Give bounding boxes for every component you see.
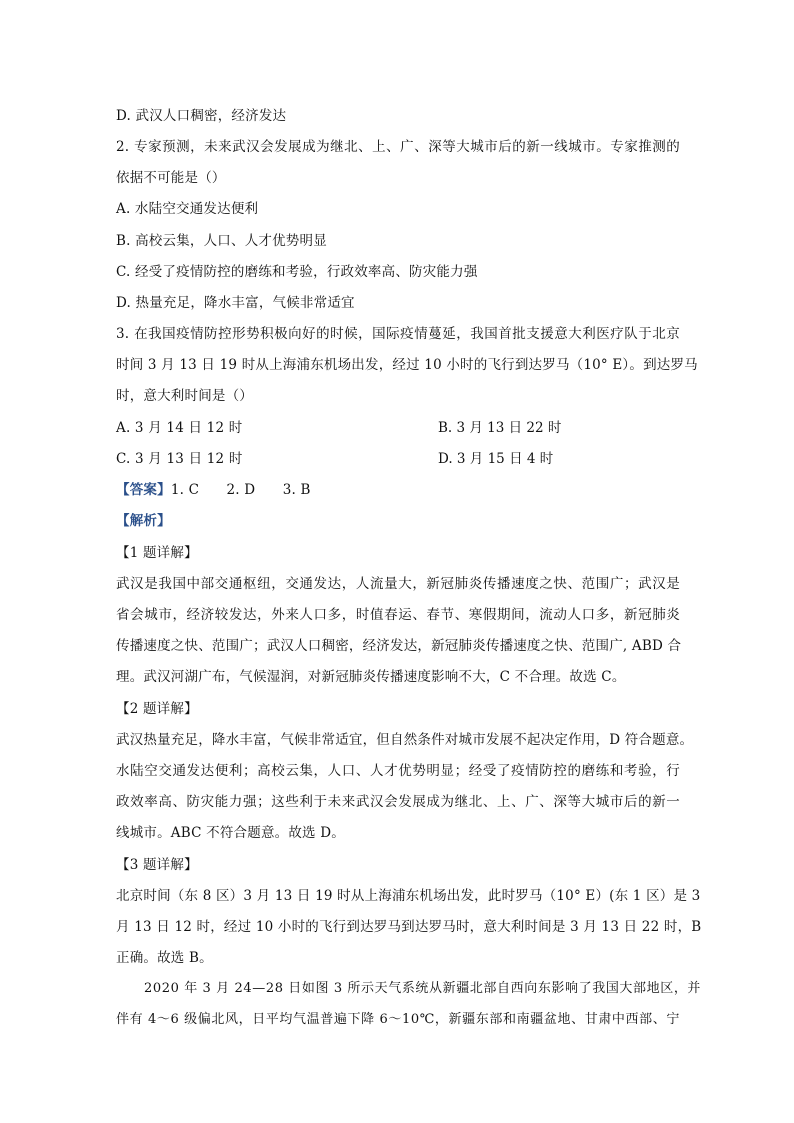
q3-option-a: A. 3 月 14 日 12 时 bbox=[116, 420, 243, 436]
answer-text: 1. C 2. D 3. B bbox=[170, 482, 311, 498]
q2-detail-line2: 水陆空交通发达便利；高校云集，人口、人才优势明显；经受了疫情防控的磨练和考验，行 bbox=[116, 763, 680, 779]
q3-option-d: D. 3 月 15 日 4 时 bbox=[438, 451, 554, 467]
q3-option-b: B. 3 月 13 日 22 时 bbox=[438, 420, 562, 436]
q2-stem-line1: 2. 专家预测，未来武汉会发展成为继北、上、广、深等大城市后的新一线城市。专家推测的 bbox=[116, 139, 680, 155]
q3-detail-line3: 正确。故选 B。 bbox=[116, 950, 213, 966]
q3-option-c: C. 3 月 13 日 12 时 bbox=[116, 451, 243, 467]
q2-option-a: A. 水陆空交通发达便利 bbox=[116, 201, 259, 217]
q1-detail-line2: 省会城市，经济较发达，外来人口多，时值春运、春节、寒假期间，流动人口多，新冠肺炎 bbox=[116, 607, 680, 623]
q3-stem-line2: 时间 3 月 13 日 19 时从上海浦东机场出发，经过 10 小时的飞行到达罗马（10° E）。到达罗马 bbox=[116, 357, 698, 373]
q2-detail-line3: 政效率高、防灾能力强；这些利于未来武汉会发展成为继北、上、广、深等大城市后的新一 bbox=[116, 794, 680, 810]
q3-detail-heading: 【3 题详解】 bbox=[116, 857, 198, 873]
q3-stem-line3: 时，意大利时间是（） bbox=[116, 388, 253, 404]
q2-option-d: D. 热量充足，降水丰富，气候非常适宜 bbox=[116, 295, 355, 311]
analysis-label: 【解析】 bbox=[116, 513, 171, 529]
q3-stem-line1: 3. 在我国疫情防控形势积极向好的时候，国际疫情蔓延，我国首批支援意大利医疗队于北京 bbox=[116, 326, 680, 342]
q3-detail-line2: 月 13 日 12 时，经过 10 小时的飞行到达罗马到达罗马时，意大利时间是 3 月 13 日 22 时，B bbox=[116, 919, 702, 935]
q2-option-b: B. 高校云集，人口、人才优势明显 bbox=[116, 233, 327, 249]
q1-detail-heading: 【1 题详解】 bbox=[116, 545, 198, 561]
q3-detail-line1: 北京时间（东 8 区）3 月 13 日 19 时从上海浦东机场出发，此时罗马（10° E）(东 1 区）是 3 bbox=[116, 888, 701, 904]
q1-detail-line3: 传播速度之快、范围广；武汉人口稠密，经济发达，新冠肺炎传播速度之快、范围广, ABD 合 bbox=[116, 638, 682, 654]
q2-detail-line1: 武汉热量充足，降水丰富，气候非常适宜，但自然条件对城市发展不起决定作用，D 符合题意。 bbox=[116, 732, 694, 748]
q2-option-c: C. 经受了疫情防控的磨练和考验，行政效率高、防灾能力强 bbox=[116, 264, 478, 280]
q2-stem-line2: 依据不可能是（） bbox=[116, 170, 226, 186]
q2-detail-heading: 【2 题详解】 bbox=[116, 701, 198, 717]
next-question-line1: 2020 年 3 月 24—28 日如图 3 所示天气系统从新疆北部自西向东影响了我国大部地区，并 bbox=[144, 981, 702, 996]
answer-label: 【答案】 bbox=[116, 482, 171, 498]
q1-detail-line4: 理。武汉河湖广布，气候湿润，对新冠肺炎传播速度影响不大，C 不合理。故选 C。 bbox=[116, 669, 626, 685]
next-question-line2: 伴有 4～6 级偏北风，日平均气温普遍下降 6～10℃，新疆东部和南疆盆地、甘肃中西部、宁 bbox=[116, 1012, 680, 1027]
answer-line bbox=[116, 478, 311, 498]
q1-option-d: D. 武汉人口稠密，经济发达 bbox=[116, 108, 287, 124]
q1-detail-line1: 武汉是我国中部交通枢纽，交通发达，人流量大，新冠肺炎传播速度之快、范围广；武汉是 bbox=[116, 576, 680, 592]
q2-detail-line4: 线城市。ABC 不符合题意。故选 D。 bbox=[116, 825, 345, 841]
